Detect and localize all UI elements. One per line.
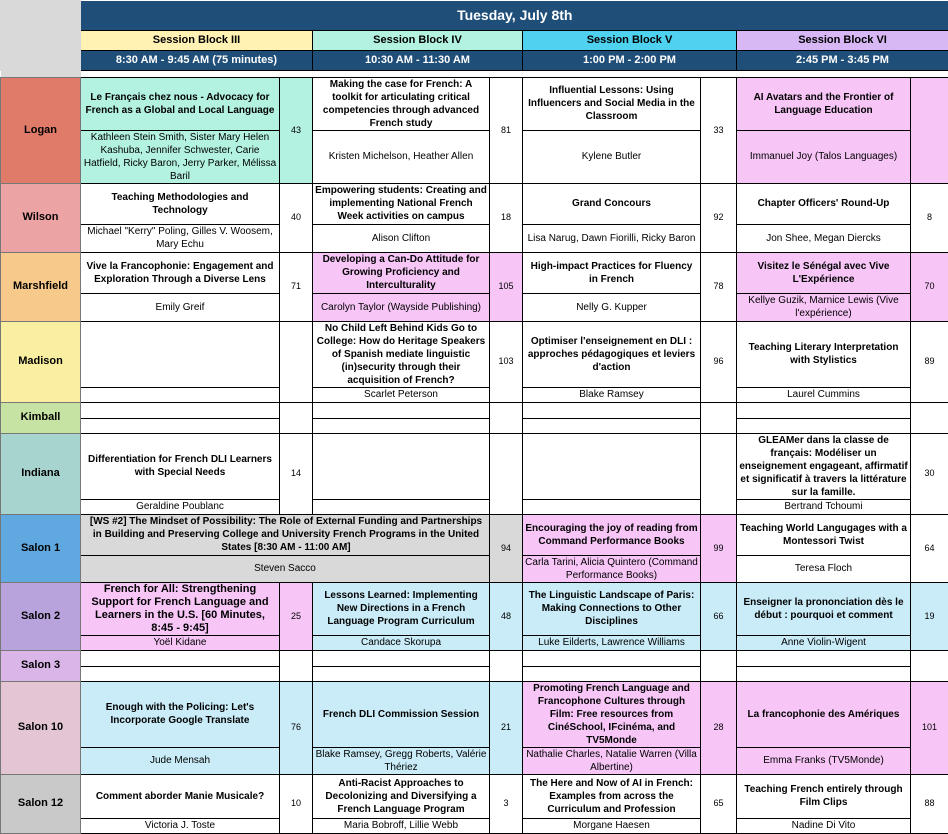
session-presenters: Maria Bobroff, Lillie Webb [313,818,490,833]
block-time-5: 1:00 PM - 2:00 PM [523,50,737,70]
room-indiana: Indiana [1,433,81,514]
room-salon-10: Salon 10 [1,681,81,774]
session-presenters: Geraldine Poublanc [81,499,280,514]
session-presenters: Immanuel Joy (Talos Languages) [737,130,911,183]
block-time-6: 2:45 PM - 3:45 PM [737,50,948,70]
session-title: Optimiser l'enseignement en DLI : approches pédagogiques et leviers d'action [523,321,701,387]
session-presenters: Steven Sacco [81,555,490,582]
session-title: Lessons Learned: Implementing New Directions in a French Language Program Curriculum [313,582,490,635]
session-presenters: Scarlet Peterson [313,387,490,402]
session-number: 66 [701,582,737,650]
room-salon-12: Salon 12 [1,774,81,833]
session-title: French for All: Strengthening Support for French Language and Learners in the U.S. [60 Minutes, 8:45 - 9:45] [81,582,280,635]
session-title: Teaching French entirely through Film Clips [737,774,911,818]
session-presenters: Kathleen Stein Smith, Sister Mary Helen Kashuba, Jennifer Schwester, Carie Hatfield, Ricky Baron, Jerry Parker, Mélissa Baril [81,130,280,183]
session-number: 101 [911,681,948,774]
session-title: Visitez le Sénégal avec Vive L'Expérience [737,252,911,293]
session-presenters: Candace Skorupa [313,635,490,650]
session-presenters: Jude Mensah [81,747,280,774]
block-time-3: 8:30 AM - 9:45 AM (75 minutes) [81,50,313,70]
empty-slot [81,321,280,387]
room-salon-1: Salon 1 [1,514,81,582]
session-title: Encouraging the joy of reading from Command Performance Books [523,514,701,555]
session-presenters: Kristen Michelson, Heather Allen [313,130,490,183]
day-title: Tuesday, July 8th [81,1,948,31]
session-presenters: Nathalie Charles, Natalie Warren (Villa Albertine) [523,747,701,774]
session-number: 81 [490,77,523,183]
session-title: Enseigner la prononciation dès le début : pourquoi et comment [737,582,911,635]
empty-slot [523,433,701,499]
session-title: French DLI Commission Session [313,681,490,747]
session-title: Teaching Literary Interpretation with Stylistics [737,321,911,387]
session-number: 99 [701,514,737,582]
session-presenters: Yoël Kidane [81,635,280,650]
session-presenters: Emily Greif [81,293,280,321]
session-title: Le Français chez nous - Advocacy for French as a Global and Local Language [81,77,280,130]
room-logan: Logan [1,77,81,183]
session-number: 89 [911,321,948,402]
room-madison: Madison [1,321,81,402]
session-presenters: Kellye Guzik, Marnice Lewis (Vive l'expérience) [737,293,911,321]
empty-number [701,433,737,514]
empty-slot [313,499,490,514]
session-number: 70 [911,252,948,321]
session-presenters: Blake Ramsey [523,387,701,402]
block-time-4: 10:30 AM - 11:30 AM [313,50,523,70]
session-title: Empowering students: Creating and implementing National French Week activities on campus [313,183,490,224]
session-number: 10 [280,774,313,833]
session-presenters: Nadine Di Vito [737,818,911,833]
session-presenters: Laurel Cummins [737,387,911,402]
session-title: GLEAMer dans la classe de français: Modéliser un enseignement engageant, affirmatif et significatif à travers la littérature sur la famille. [737,433,911,499]
session-number: 105 [490,252,523,321]
session-presenters: Victoria J. Toste [81,818,280,833]
session-number: 28 [701,681,737,774]
session-title: Grand Concours [523,183,701,224]
session-number: 14 [280,433,313,514]
session-number: 48 [490,582,523,650]
empty-slot [523,499,701,514]
session-presenters: Lisa Narug, Dawn Fiorilli, Ricky Baron [523,224,701,252]
session-title: The Here and Now of AI in French: Examples from across the Curriculum and Profession [523,774,701,818]
block-name-5: Session Block V [523,30,737,50]
block-name-3: Session Block III [81,30,313,50]
session-number: 71 [280,252,313,321]
session-number: 76 [280,681,313,774]
session-title: Teaching World Langugages with a Montessori Twist [737,514,911,555]
session-title: Influential Lessons: Using Influencers and Social Media in the Classroom [523,77,701,130]
block-name-4: Session Block IV [313,30,523,50]
session-title: Enough with the Policing: Let's Incorporate Google Translate [81,681,280,747]
session-presenters: Carolyn Taylor (Wayside Publishing) [313,293,490,321]
session-number: 96 [701,321,737,402]
session-number: 8 [911,183,948,252]
session-presenters: Bertrand Tchoumi [737,499,911,514]
session-title: Vive la Francophonie: Engagement and Exploration Through a Diverse Lens [81,252,280,293]
session-presenters: Jon Shee, Megan Diercks [737,224,911,252]
session-number: 30 [911,433,948,514]
session-number: 18 [490,183,523,252]
session-title: Differentiation for French DLI Learners with Special Needs [81,433,280,499]
session-number: 88 [911,774,948,833]
session-title: Comment aborder Manie Musicale? [81,774,280,818]
session-number: 21 [490,681,523,774]
session-presenters: Nelly G. Kupper [523,293,701,321]
empty-slot [313,433,490,499]
session-title: Making the case for French: A toolkit for articulating critical competencies through advanced French study [313,77,490,130]
session-presenters: Anne Violin-Wigent [737,635,911,650]
room-wilson: Wilson [1,183,81,252]
session-title: The Linguistic Landscape of Paris: Making Connections to Other Disciplines [523,582,701,635]
room-kimball: Kimball [1,402,81,433]
empty-slot [81,387,280,402]
session-presenters: Teresa Floch [737,555,911,582]
session-number: 25 [280,582,313,650]
session-title: Promoting French Language and Francophone Cultures through Film: Free resources from CinéSchool, IFcinéma, and TV5Monde [523,681,701,747]
session-number: 92 [701,183,737,252]
session-title: No Child Left Behind Kids Go to College: How do Heritage Speakers of Spanish mediate linguistic (in)security through their acquisition of French? [313,321,490,387]
room-salon-2: Salon 2 [1,582,81,650]
session-presenters: Morgane Haesen [523,818,701,833]
session-title: Anti-Racist Approaches to Decolonizing and Diversifying a French Language Program [313,774,490,818]
session-number: 40 [280,183,313,252]
workshop-title: [WS #2] The Mindset of Possibility: The Role of External Funding and Partnerships in Building and Preserving College and University French Programs in the United States [8:30 AM - 11:00 AM] [81,514,490,555]
session-title: Teaching Methodologies and Technology [81,183,280,224]
session-title: Developing a Can-Do Attitude for Growing Proficiency and Interculturality [313,252,490,293]
block-name-6: Session Block VI [737,30,948,50]
session-title: AI Avatars and the Frontier of Language Education [737,77,911,130]
session-presenters: Emma Franks (TV5Monde) [737,747,911,774]
session-number: 103 [490,321,523,402]
session-title: High-impact Practices for Fluency in French [523,252,701,293]
room-salon-3: Salon 3 [1,650,81,681]
room-marshfield: Marshfield [1,252,81,321]
session-number: 65 [701,774,737,833]
session-presenters: Luke Eilderts, Lawrence Williams [523,635,701,650]
session-number: 94 [490,514,523,582]
session-number: 19 [911,582,948,650]
session-number [911,77,948,183]
session-presenters: Michael "Kerry" Poling, Gilles V. Woosem, Mary Echu [81,224,280,252]
session-presenters: Alison Clifton [313,224,490,252]
empty-number [280,321,313,402]
session-number: 64 [911,514,948,582]
session-number: 33 [701,77,737,183]
session-title: La francophonie des Amériques [737,681,911,747]
session-presenters: Carla Tarini, Alicia Quintero (Command Performance Books) [523,555,701,582]
session-number: 43 [280,77,313,183]
session-presenters: Kylene Butler [523,130,701,183]
corner-cell [1,1,81,31]
session-number: 3 [490,774,523,833]
session-number: 78 [701,252,737,321]
empty-number [490,433,523,514]
session-presenters: Blake Ramsey, Gregg Roberts, Valérie Thériez [313,747,490,774]
session-title: Chapter Officers' Round-Up [737,183,911,224]
corner-cell [1,30,81,70]
